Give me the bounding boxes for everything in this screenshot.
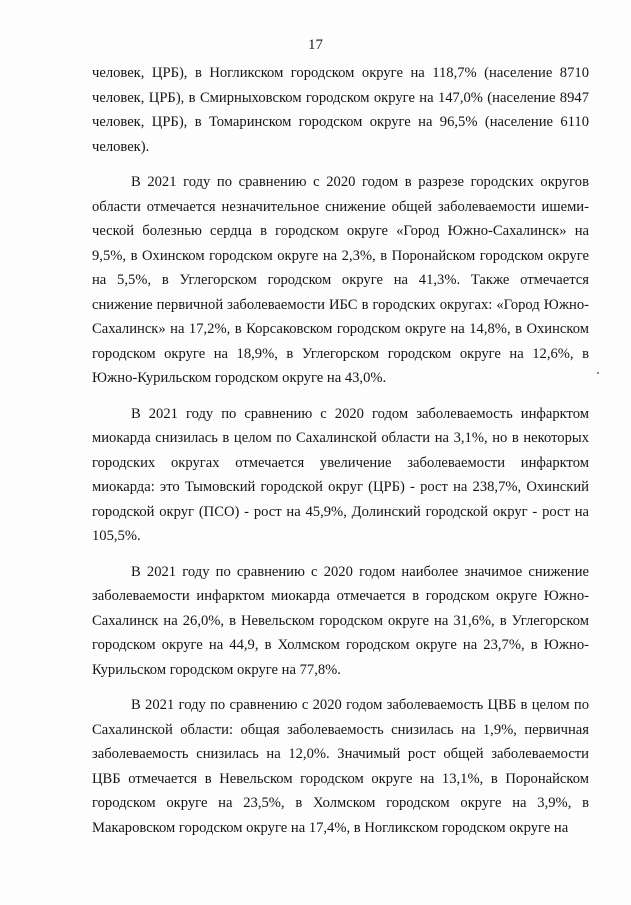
paragraph-4: В 2021 году по сравнению с 2020 годом наиболее значимое снижение заболеваемости инфарктом миокарда отмечается в городском округе Южно-Сахалинск на 26,0%, в Невельском городском округе на 31,6%, в Углегорском городском округе на 44,9, в Холмском городском округе на 23,7%, в Южно-Курильском городском округе на 77,8%. [92, 563, 589, 678]
paragraph-3: В 2021 году по сравнению с 2020 годом заболеваемость инфарктом миокарда снизилась в целом по Сахалинской области на 3,1%, но в некоторых городских округах отмечается увеличение заболеваемости инфарктом миокарда: это Тымовский городской округ (ЦРБ) - рост на 238,7%, Охинский городской округ (ПСО) - рост на 45,9%, Долинский городской округ - рост на 105,5%. [92, 405, 589, 544]
paragraph-5: В 2021 году по сравнению с 2020 годом заболеваемость ЦВБ в целом по Сахалинской области: общая заболеваемость снизилась на 1,9%, первичная заболеваемость снизилась на 12,0%. Значимый рост общей заболеваемости ЦВБ отмечается в Невельском городском округе на 13,1%, в Поронайском городском округе на 23,5%, в Холмском городском округе на 3,9%, в Макаровском городском округе на 17,4%, в Ногликском городском округе на [92, 697, 589, 836]
scan-speck [597, 372, 599, 374]
body-text [92, 61, 589, 840]
paragraph-1: человек, ЦРБ), в Ногликском городском округе на 118,7% (население 8710 человек, ЦРБ), в Смирныховском городском округе на 147,0% (население 8947 человек, ЦРБ), в Томаринском городском округе на 96,5% (население 6110 человек). [92, 65, 589, 155]
paragraph-2: В 2021 году по сравнению с 2020 годом в разрезе городских округов области отмечается незначительное снижение общей заболеваемости ишемической болезнью сердца в городском округе «Город Южно-Сахалинск» на 9,5%, в Охинском городском округе на 2,3%, в Поронайском городском округе на 5,5%, в Углегорском городском округе на 41,3%. Также отмечается снижение первичной заболеваемости ИБС в городских округах: «Город Южно-Сахалинск» на 17,2%, в Корсаковском городском округе на 14,8%, в Охинском городском округе на 18,9%, в Углегорском городском округе на 12,6%, в Южно-Курильском городском округе на 43,0%. [92, 174, 589, 386]
page-number: 17 [308, 37, 323, 53]
